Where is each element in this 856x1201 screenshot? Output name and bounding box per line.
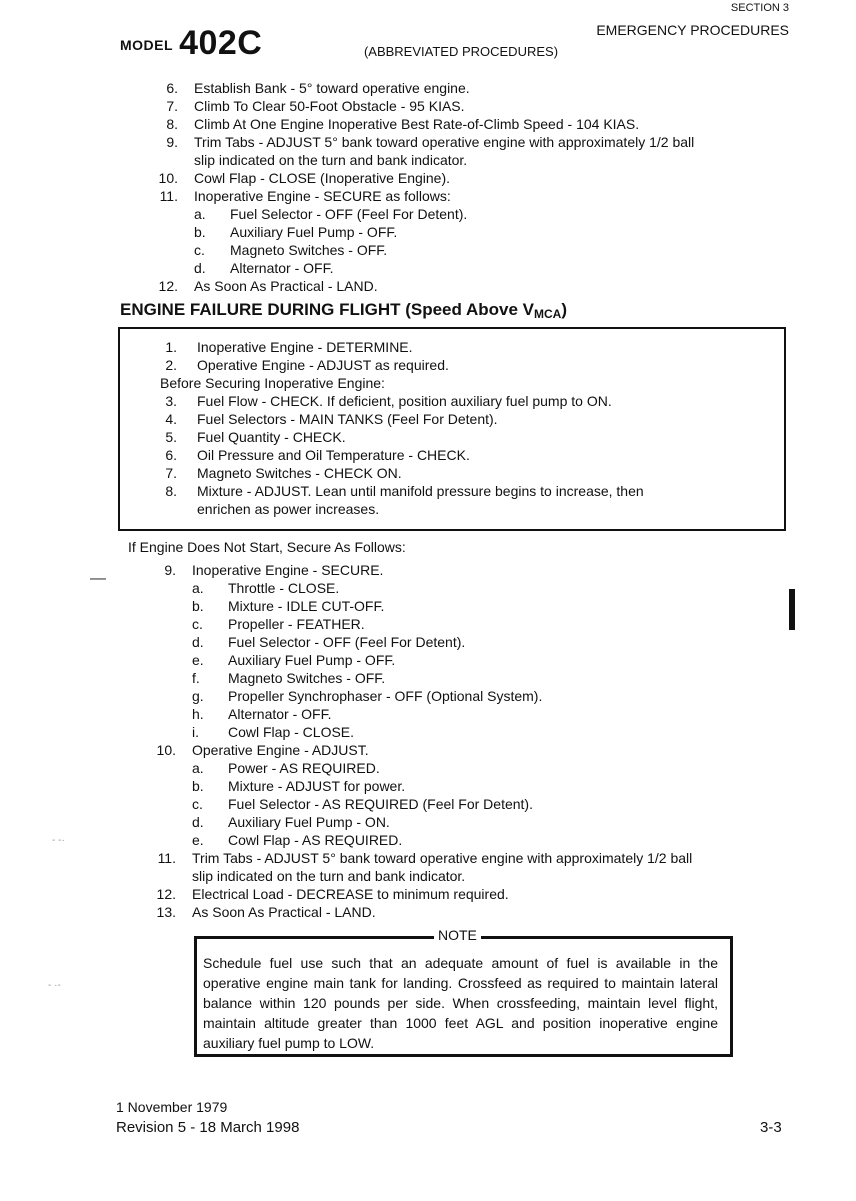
step-text: Cowl Flap - CLOSE (Inoperative Engine).	[194, 170, 450, 186]
substep-letter: h.	[192, 706, 204, 722]
step-number: 6.	[166, 80, 178, 96]
substep-text: Auxiliary Fuel Pump - OFF.	[228, 652, 396, 668]
substep-text: Cowl Flap - CLOSE.	[228, 724, 355, 740]
note-title: NOTE	[434, 927, 481, 943]
footer-date: 1 November 1979	[116, 1099, 228, 1115]
step-number: 2.	[165, 357, 177, 373]
substep-text: Auxiliary Fuel Pump - OFF.	[230, 224, 398, 240]
step-number: 8.	[165, 483, 177, 499]
substep-text: Cowl Flap - AS REQUIRED.	[228, 832, 403, 848]
step-text: Inoperative Engine - DETERMINE.	[197, 339, 413, 355]
substep-letter: b.	[192, 598, 204, 614]
step-number: 6.	[165, 447, 177, 463]
model-number: 402C	[179, 24, 263, 62]
substep-letter: c.	[194, 242, 205, 258]
step-text: Trim Tabs - ADJUST 5° bank toward operative engine with approximately 1/2 ball	[192, 850, 693, 866]
substep-letter: a.	[194, 206, 206, 222]
page-subtitle: (ABBREVIATED PROCEDURES)	[363, 44, 559, 59]
section-heading-subscript: MCA	[534, 307, 562, 321]
substep-letter: b.	[194, 224, 206, 240]
substep-letter: e.	[192, 832, 204, 848]
step-text: Fuel Quantity - CHECK.	[197, 429, 346, 445]
substep-text: Mixture - ADJUST for power.	[228, 778, 406, 794]
step-text: Climb At One Engine Inoperative Best Rate-of-Climb Speed - 104 KIAS.	[194, 116, 640, 132]
step-number: 7.	[166, 98, 178, 114]
substep-letter: d.	[194, 260, 206, 276]
footer-page-number: 3-3	[760, 1119, 782, 1136]
substep-text: Fuel Selector - AS REQUIRED (Feel For Detent).	[228, 796, 533, 812]
procedure-label-text: Before Securing Inoperative Engine:	[160, 375, 385, 391]
step-text: Inoperative Engine - SECURE as follows:	[194, 188, 451, 204]
step-number: 9.	[166, 134, 178, 150]
step-text: As Soon As Practical - LAND.	[192, 904, 376, 920]
substep-letter: c.	[192, 796, 203, 812]
substep-letter: d.	[192, 814, 204, 830]
step-text: Magneto Switches - CHECK ON.	[197, 465, 402, 481]
section-heading-text: ENGINE FAILURE DURING FLIGHT (Speed Above V	[120, 300, 535, 319]
step-number: 12.	[158, 278, 178, 294]
revision-bar	[789, 589, 795, 630]
step-text: Inoperative Engine - SECURE.	[192, 562, 384, 578]
margin-mark: —	[90, 570, 106, 587]
note-text: Schedule fuel use such that an adequate amount of fuel is available in the operative engine main tank for landing. Crossfeed as required to maintain lateral balance within 120 pounds per side. When crossfeeding, maintain level flight, maintain altitude greater than 1000 feet AGL and position inoperative engine auxiliary fuel pump to LOW.	[203, 955, 718, 1051]
step-text: Mixture - ADJUST. Lean until manifold pressure begins to increase, then	[197, 483, 644, 499]
substep-text: Propeller - FEATHER.	[228, 616, 365, 632]
step-number: 9.	[164, 562, 176, 578]
margin-mark: - ·-	[48, 980, 61, 991]
step-text: Operative Engine - ADJUST.	[192, 742, 369, 758]
step-text-continued: slip indicated on the turn and bank indicator.	[192, 868, 466, 884]
model-label: MODEL	[120, 37, 174, 53]
section-title: EMERGENCY PROCEDURES	[596, 22, 789, 38]
section-label: SECTION 3	[730, 2, 789, 14]
substep-letter: b.	[192, 778, 204, 794]
substep-letter: d.	[192, 634, 204, 650]
step-number: 7.	[165, 465, 177, 481]
step-text: Electrical Load - DECREASE to minimum required.	[192, 886, 509, 902]
step-number: 10.	[158, 170, 178, 186]
substep-text: Mixture - IDLE CUT-OFF.	[228, 598, 385, 614]
substep-text: Propeller Synchrophaser - OFF (Optional System).	[228, 688, 543, 704]
substep-letter: f.	[192, 670, 200, 686]
step-text: Climb To Clear 50-Foot Obstacle - 95 KIAS.	[194, 98, 465, 114]
step-text: Oil Pressure and Oil Temperature - CHECK.	[197, 447, 470, 463]
substep-text: Fuel Selector - OFF (Feel For Detent).	[228, 634, 466, 650]
step-text: Fuel Flow - CHECK. If deficient, position auxiliary fuel pump to ON.	[197, 393, 612, 409]
step-number: 5.	[165, 429, 177, 445]
step-text: Establish Bank - 5° toward operative engine.	[194, 80, 470, 96]
step-number: 1.	[165, 339, 177, 355]
step-number: 12.	[156, 886, 176, 902]
step-text-continued: slip indicated on the turn and bank indicator.	[194, 152, 468, 168]
substep-letter: g.	[192, 688, 204, 704]
substep-text: Alternator - OFF.	[230, 260, 334, 276]
step-text-continued: enrichen as power increases.	[197, 501, 380, 517]
substep-letter: i.	[192, 724, 199, 740]
footer-revision: Revision 5 - 18 March 1998	[116, 1119, 300, 1136]
engine-not-start-label: If Engine Does Not Start, Secure As Follows:	[128, 539, 406, 555]
substep-letter: e.	[192, 652, 204, 668]
step-text: Fuel Selectors - MAIN TANKS (Feel For Detent).	[197, 411, 498, 427]
substep-text: Fuel Selector - OFF (Feel For Detent).	[230, 206, 468, 222]
substep-letter: a.	[192, 760, 204, 776]
section-heading-close: )	[561, 300, 568, 319]
step-number: 11.	[159, 188, 178, 204]
step-text: As Soon As Practical - LAND.	[194, 278, 378, 294]
step-text: Trim Tabs - ADJUST 5° bank toward operative engine with approximately 1/2 ball	[194, 134, 695, 150]
substep-text: Throttle - CLOSE.	[228, 580, 340, 596]
substep-letter: a.	[192, 580, 204, 596]
substep-text: Auxiliary Fuel Pump - ON.	[228, 814, 390, 830]
step-number: 10.	[156, 742, 176, 758]
step-number: 3.	[165, 393, 177, 409]
substep-text: Magneto Switches - OFF.	[228, 670, 386, 686]
step-number: 8.	[166, 116, 178, 132]
step-number: 13.	[156, 904, 176, 920]
substep-letter: c.	[192, 616, 203, 632]
substep-text: Alternator - OFF.	[228, 706, 332, 722]
substep-text: Magneto Switches - OFF.	[230, 242, 388, 258]
step-number: 4.	[165, 411, 177, 427]
margin-mark: - -·	[52, 835, 65, 846]
step-number: 11.	[157, 850, 176, 866]
section-heading	[120, 300, 567, 321]
step-text: Operative Engine - ADJUST as required.	[197, 357, 449, 373]
substep-text: Power - AS REQUIRED.	[228, 760, 380, 776]
